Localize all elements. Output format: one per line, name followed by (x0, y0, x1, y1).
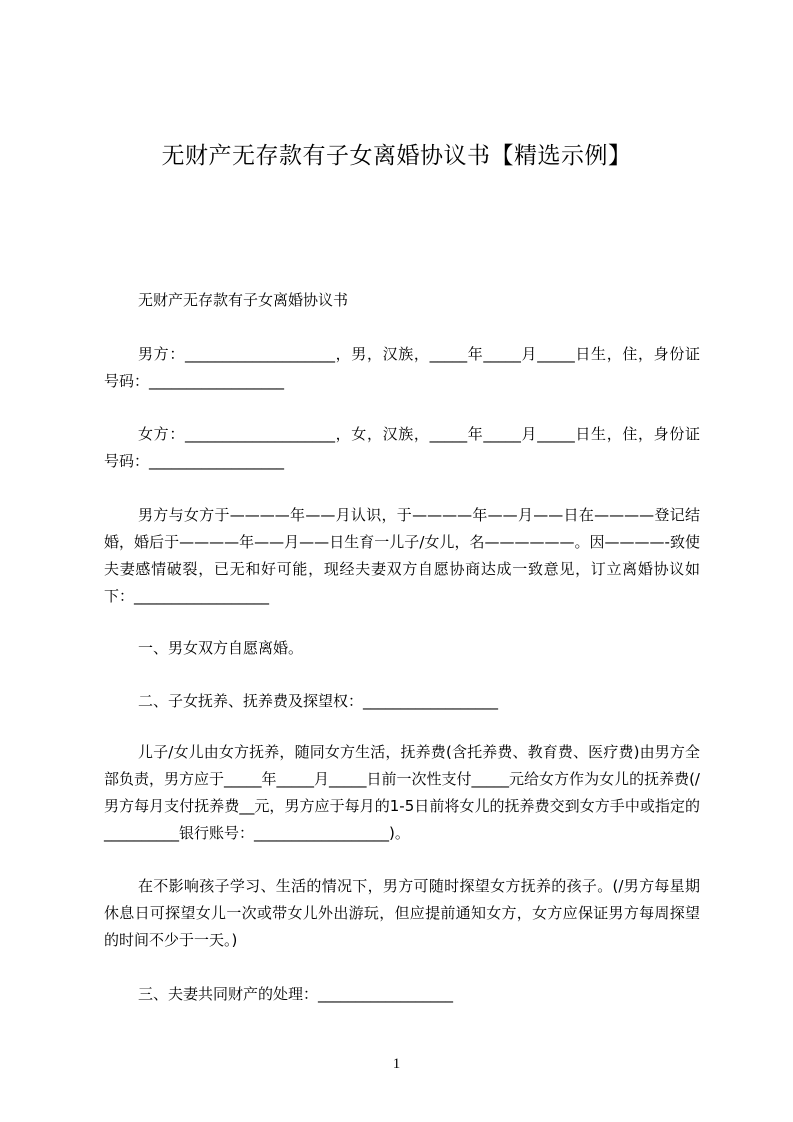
child-custody-paragraph: 儿子/女儿由女方抚养，随同女方生活，抚养费(含托养费、教育费、医疗费)由男方全部负责，男方应于_____年_____月_____日前一次性支付_____元给女方作为女儿的抚养费(/男方每月支付抚养费__元，男方应于每月的1-5日前将女儿的抚养费交到女方手中或指定的__________银行账号：__________________)。 (104, 743, 700, 842)
husband-info-paragraph: 男方：____________________，男，汉族，_____年_____月_____日生，住，身份证号码：__________________ (104, 345, 700, 390)
clause-2-heading-paragraph: 二、子女抚养、抚养费及探望权：__________________ (138, 692, 499, 710)
marriage-background-paragraph: 男方与女方于————年——月认识，于————年——月——日在————登记结婚，婚后于————年——月——日生育一儿子/女儿，名——————。因————-致使夫妻感情破裂，已无和好可能，现经夫妻双方自愿协商达成一致意见，订立离婚协议如下：__________________ (104, 506, 700, 605)
clause-1-paragraph: 一、男女双方自愿离婚。 (138, 639, 304, 657)
document-title: 无财产无存款有子女离婚协议书【精选示例】 (161, 143, 632, 169)
clause-3-heading-paragraph: 三、夫妻共同财产的处理：__________________ (138, 985, 454, 1003)
subtitle-paragraph: 无财产无存款有子女离婚协议书 (138, 291, 349, 309)
visitation-paragraph: 在不影响孩子学习、生活的情况下，男方可随时探望女方抚养的孩子。(/男方每星期休息日可探望女儿一次或带女儿外出游玩，但应提前通知女方，女方应保证男方每周探望的时间不少于一天。) (104, 877, 700, 949)
wife-info-paragraph: 女方：____________________，女，汉族，_____年_____月_____日生，住，身份证号码：__________________ (104, 425, 700, 470)
page-number: 1 (392, 1056, 401, 1072)
